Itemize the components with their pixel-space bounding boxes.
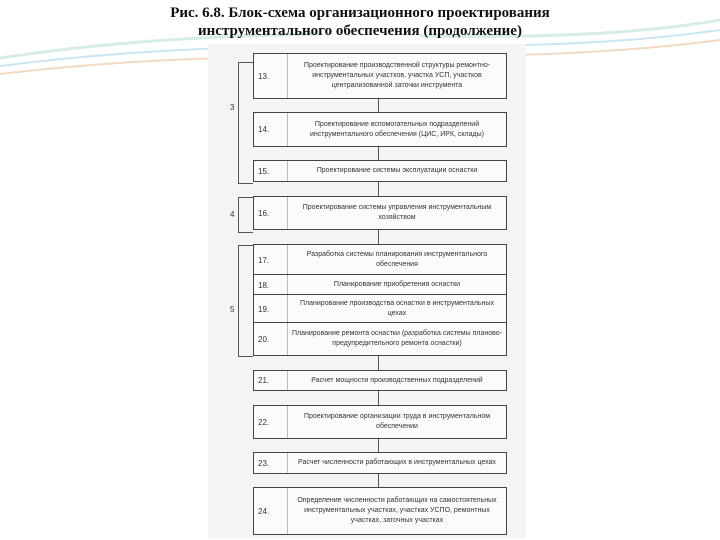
- block-number: 15.: [254, 161, 288, 181]
- group-label-3: 3: [230, 103, 235, 112]
- block-text: Проектирование вспомогательных подразделений инструментального обеспечения (ЦИС, ИРК, склады): [310, 120, 484, 138]
- flow-block-16: [253, 196, 507, 230]
- slide-title-line1: Рис. 6.8. Блок-схема организационного проектирования: [170, 5, 550, 21]
- flow-block-21: [253, 370, 507, 391]
- group-label-4: 4: [230, 210, 235, 219]
- connector: [378, 181, 379, 196]
- connector: [378, 438, 379, 452]
- block-number: 24.: [254, 488, 288, 534]
- block-number: 17.: [254, 245, 288, 275]
- connector: [378, 390, 379, 405]
- slide-title: [0, 4, 720, 40]
- flow-block-19: [253, 294, 507, 324]
- block-text: Расчет мощности производственных подразделений: [311, 376, 483, 384]
- flow-block-23: [253, 452, 507, 474]
- block-text: Планирование ремонта оснастки (разработка системы планово-предупредительного ремонта оснастки): [292, 330, 502, 347]
- flow-block-24: [253, 487, 507, 535]
- block-text: Разработка системы планирования инструментального обеспечения: [306, 251, 488, 268]
- block-text: Планирование производства оснастки в инструментальных цехах: [300, 300, 494, 317]
- connector: [378, 355, 379, 370]
- block-number: 14.: [254, 113, 288, 146]
- connector: [378, 473, 379, 487]
- block-number: 16.: [254, 197, 288, 229]
- group-bracket-5: [238, 245, 253, 357]
- flow-block-22: [253, 405, 507, 439]
- block-number: 23.: [254, 453, 288, 473]
- slide-title-line2: инструментального обеспечения (продолжение): [198, 23, 522, 39]
- flow-block-13: [253, 53, 507, 99]
- block-text: Расчет численности работающих в инструментальных цехах: [298, 459, 496, 466]
- flow-block-18: [253, 274, 507, 296]
- block-text: Проектирование производственной структуры ремонтно-инструментальных участков, участка УСП, участков централизованной заточки инструмента: [303, 62, 491, 89]
- group-bracket-4: [238, 197, 253, 233]
- flow-block-20: [253, 322, 507, 356]
- group-bracket-3: [238, 62, 253, 184]
- block-text: Определение численности работающих на самостоятельных инструментальных участках, участках УСПО, ремонтных участках, заточных участках: [297, 497, 497, 524]
- block-text: Проектирование системы управления инструментальным хозяйством: [302, 204, 492, 221]
- block-number: 22.: [254, 406, 288, 438]
- connector: [378, 146, 379, 160]
- block-text: Планирование приобретения оснастки: [333, 281, 461, 288]
- flow-block-14: [253, 112, 507, 147]
- block-number: 18.: [254, 275, 288, 295]
- block-text: Проектирование организации труда в инструментальном обеспечении: [303, 413, 491, 430]
- block-number: 21.: [254, 371, 288, 390]
- group-label-5: 5: [230, 305, 235, 314]
- block-number: 20.: [254, 323, 288, 355]
- flow-block-17: [253, 244, 507, 276]
- block-number: 19.: [254, 295, 288, 323]
- block-number: 13.: [254, 54, 288, 98]
- block-text: Проектирование системы эксплуатации оснастки: [316, 167, 478, 174]
- connector: [378, 99, 379, 112]
- connector: [378, 229, 379, 244]
- flow-block-15: [253, 160, 507, 182]
